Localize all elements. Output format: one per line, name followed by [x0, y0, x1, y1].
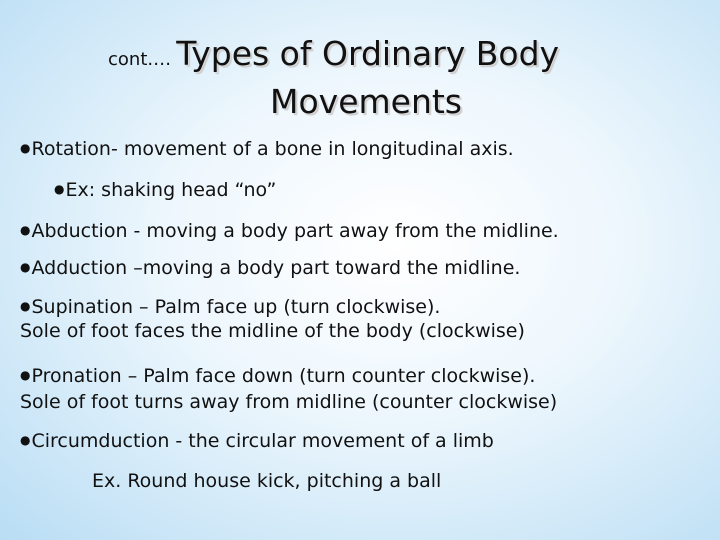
title-prefix: cont.…: [108, 49, 172, 70]
circumduction-example: Ex. Round house kick, pitching a ball: [92, 470, 442, 492]
term-rotation: Rotation: [31, 138, 111, 160]
title-line-2: Movements: [270, 82, 462, 121]
title-main-text: Types of Ordinary Body: [176, 34, 560, 73]
supination-line-2: Sole of foot faces the midline of the body (clockwise): [20, 320, 525, 342]
list-item-circumduction: [20, 429, 494, 455]
desc-supination: – Palm face up (turn clockwise).: [133, 296, 441, 318]
term-abduction: Abduction: [31, 220, 128, 242]
term-pronation: Pronation: [31, 365, 122, 387]
bullet-icon: ●: [20, 368, 31, 382]
bullet-icon: ●: [20, 433, 31, 447]
list-item-rotation-example: [54, 178, 276, 204]
bullet-icon: ●: [20, 299, 31, 313]
desc-abduction: - moving a body part away from the midline.: [127, 220, 559, 242]
list-item-adduction: [20, 256, 520, 282]
bullet-icon: ●: [20, 223, 31, 237]
title-line-1: [108, 34, 559, 73]
desc-pronation: – Palm face down (turn counter clockwise).: [121, 365, 536, 387]
bullet-icon: ●: [20, 260, 31, 274]
desc-adduction: –moving a body part toward the midline.: [127, 257, 521, 279]
list-item-rotation: [20, 137, 514, 163]
desc-rotation: - movement of a bone in longitudinal axis.: [110, 138, 514, 160]
pronation-line-2: Sole of foot turns away from midline (counter clockwise): [20, 391, 558, 413]
term-adduction: Adduction: [31, 257, 128, 279]
desc-circumduction: - the circular movement of a limb: [169, 430, 494, 452]
list-item-supination: [20, 295, 440, 321]
bullet-icon: ●: [54, 182, 65, 196]
bullet-icon: ●: [20, 141, 31, 155]
term-supination: Supination: [31, 296, 134, 318]
list-item-pronation: [20, 364, 535, 390]
list-item-abduction: [20, 219, 559, 245]
example-rotation: Ex: shaking head “no”: [65, 179, 277, 201]
term-circumduction: Circumduction: [31, 430, 170, 452]
